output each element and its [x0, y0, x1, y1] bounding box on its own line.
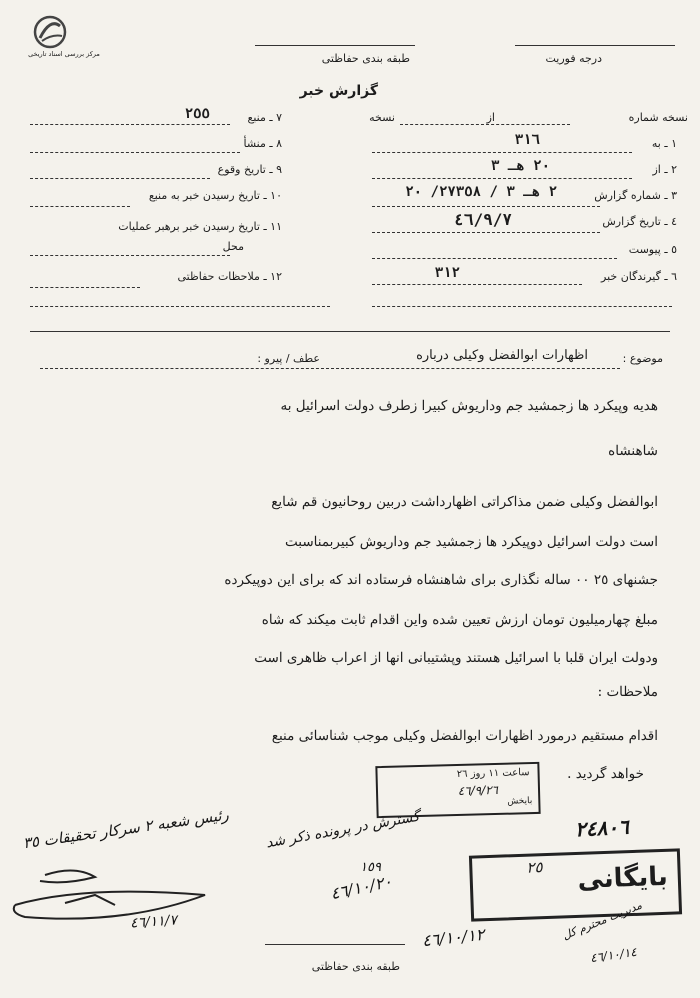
- receipt-stamp-section: بایخش: [507, 796, 533, 807]
- archive-emblem-icon: [32, 14, 68, 50]
- classification-underline: [255, 45, 415, 46]
- urgency-underline: [515, 45, 675, 46]
- archive-stamp-label: بایگانی: [577, 861, 669, 895]
- field-from-value: ٢٠ هـ ٣: [490, 158, 550, 174]
- handwritten-bottom-date: ٤٦/١٠/١٢: [421, 924, 486, 951]
- field-report-number-label: ٣ ـ شماره گزارش: [594, 189, 677, 202]
- body-line: اقدام مستقیم درمورد اظهارات ابوالفضل وکیلی موجب شناسائی منبع: [271, 728, 658, 744]
- section-divider: [30, 331, 670, 332]
- receipt-stamp-date: ٤٦/٩/٢٦: [457, 782, 499, 799]
- field-report-date-label: ٤ ـ تاریخ گزارش: [602, 215, 677, 228]
- field-attachment-label: ٥ ـ پیوست: [628, 243, 677, 256]
- field-occurrence-date-label: ٩ ـ تاریخ وقوع: [217, 163, 282, 176]
- handwritten-middle-note: گسترش در پرونده ذکر شد: [264, 808, 421, 852]
- subject-text: اظهارات ابوالفضل وکیلی درباره: [416, 348, 588, 363]
- field-from-label: ٢ ـ از: [652, 163, 677, 176]
- field-received-by-source-label: ١٠ ـ تاریخ رسیدن خبر به منبع: [148, 189, 282, 202]
- left-signature-icon: [5, 855, 225, 935]
- field-origin-label: ٨ ـ منشأ: [243, 137, 282, 150]
- field-report-date-value: ٤٦/٩/٧: [454, 210, 512, 229]
- body-line: شاهنشاه: [608, 443, 658, 459]
- archive-stamp-number: ٢٥: [526, 858, 543, 877]
- field-source-value: ٢٥٥: [184, 106, 210, 122]
- handwritten-left-note: رئیس شعبه ۲ سرکار تحقیقات ٣٥: [21, 805, 230, 853]
- body-line: ملاحظات :: [597, 684, 658, 700]
- field-received-by-leader-label: ١١ ـ تاریخ رسیدن خبر برهبر عملیات: [118, 220, 282, 233]
- field-copy-number-label: نسخه شماره: [628, 111, 688, 124]
- field-source-label: ٧ ـ منبع: [247, 111, 282, 124]
- footer-rule: [265, 944, 405, 945]
- body-line: جشنهای ٢٥ ٠٠ ساله نگذاری برای شاهنشاه فرستاده اند که برای این دوپیکرده: [224, 572, 658, 588]
- field-copy-count-label: نسخه: [369, 111, 395, 124]
- archive-logo: [12, 14, 112, 58]
- receipt-stamp-time: ساعت ١١ روز ٢٦: [456, 767, 530, 781]
- field-copy-from-label: از: [486, 111, 495, 124]
- body-line: است دولت اسرائیل دوپیکرد ها زجمشید جم وداریوش کبیربمناسبت: [284, 534, 658, 550]
- body-line: ودولت ایران قلبا با اسرائیل هستند وپشتیبانی انها از اعراب ظاهری است: [254, 650, 658, 666]
- archive-logo-text: مرکز بررسی اسناد تاریخی: [28, 50, 100, 58]
- field-recipients-value: ٣١٢: [434, 265, 460, 281]
- field-to-label: ١ ـ به: [651, 137, 677, 150]
- footer-classification-label: طبقه بندی حفاظتی: [311, 960, 400, 973]
- body-line: مبلغ چهارمیلیون تومان ارزش تعیین شده واین اقدام ثابت میکند که شاه: [261, 612, 658, 628]
- field-security-notes-label: ١٢ ـ ملاحظات حفاظتی: [177, 270, 282, 283]
- subject-reference-label: عطف / پیرو :: [257, 352, 320, 365]
- page-title: گزارش خبر: [299, 83, 378, 99]
- body-line: ابوالفضل وکیلی ضمن مذاکراتی اظهارداشت دربین روحانیون قم شایع: [271, 494, 658, 510]
- urgency-label: درجه فوریت: [545, 52, 602, 65]
- handwritten-right-number: ٢٤٨٠٦: [574, 814, 630, 842]
- subject-label: موضوع :: [622, 352, 663, 365]
- field-to-value: ٣١٦: [514, 132, 540, 148]
- handwritten-middle-date: ٤٦/١٠/٢٠: [328, 871, 394, 904]
- field-recipients-label: ٦ ـ گیرندگان خبر: [601, 270, 677, 283]
- field-report-number-value: ٢ هـ ٣ / ٢٧٣٥٨/ ٢٠: [405, 184, 557, 200]
- archive-stamp: [469, 848, 682, 921]
- handwritten-right-note: مدیریت محترم کل: [560, 898, 644, 943]
- receipt-stamp: [375, 762, 540, 818]
- body-line: خواهد گردید .: [567, 766, 644, 782]
- handwritten-left-date: ٤٦/١١/٧: [129, 912, 178, 932]
- handwritten-middle-number: ١٥٩: [360, 860, 381, 875]
- body-line: هدیه وپیکرد ها زجمشید جم وداریوش کبیرا زطرف دولت اسرائیل به: [280, 398, 658, 414]
- handwritten-right-date: ٤٦/١٠/١٤: [589, 944, 638, 966]
- classification-label: طبقه بندی حفاظتی: [321, 52, 410, 65]
- field-location-label: محل: [222, 240, 244, 253]
